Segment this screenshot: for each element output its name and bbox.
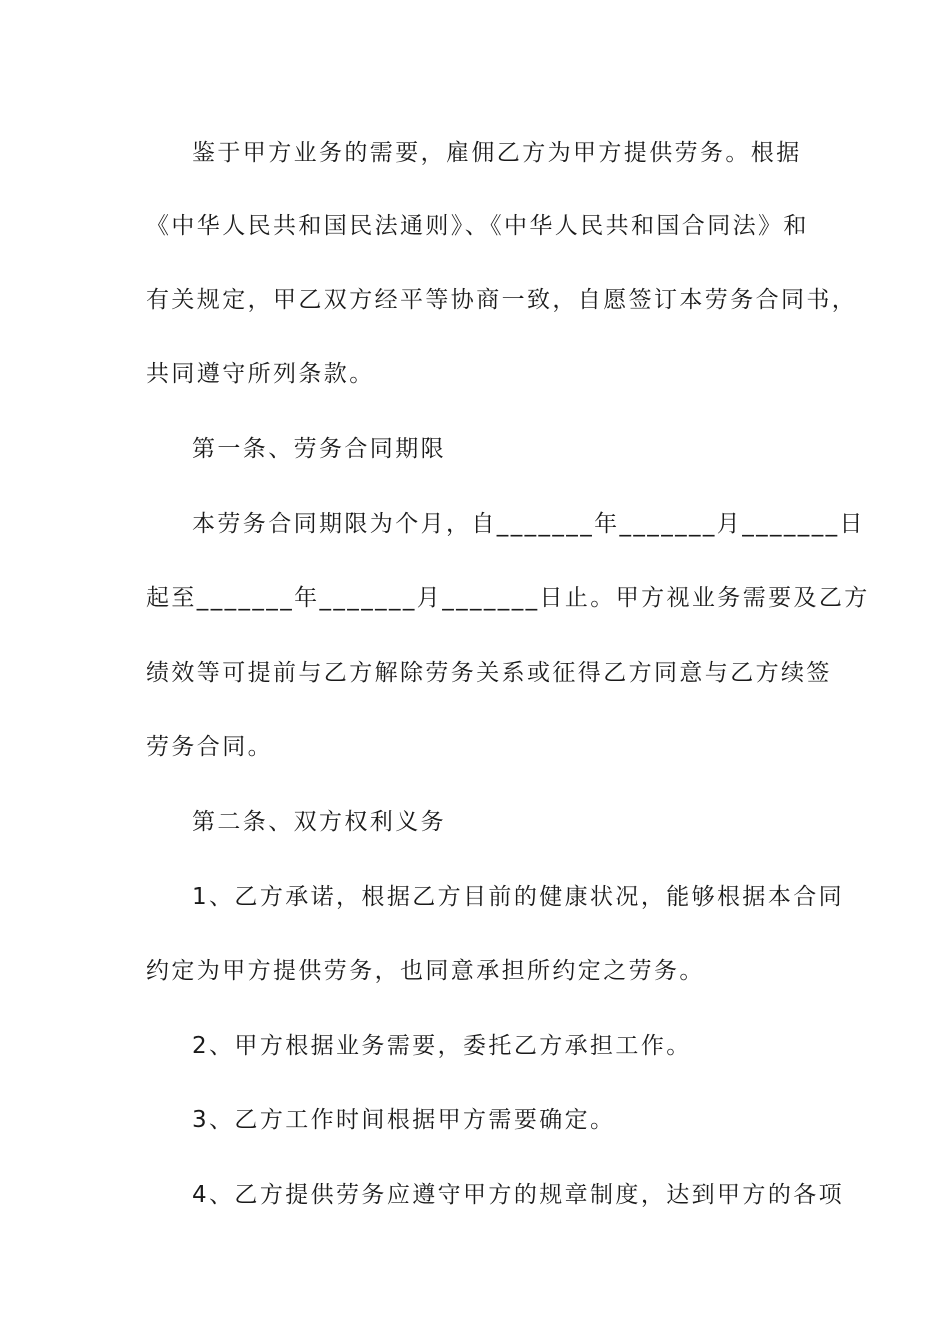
paragraph-intro-line-4: 共同遵守所列条款。: [146, 361, 375, 387]
article-2-heading: 第二条、双方权利义务: [192, 809, 446, 835]
article-1-line-3: 绩效等可提前与乙方解除劳务关系或征得乙方同意与乙方续签: [146, 660, 832, 686]
article-1-heading: 第一条、劳务合同期限: [192, 436, 446, 462]
article-2-item-1-line-1: 1、乙方承诺，根据乙方目前的健康状况，能够根据本合同: [192, 884, 845, 910]
article-1-line-4: 劳务合同。: [146, 734, 273, 760]
article-2-item-1-line-2: 约定为甲方提供劳务，也同意承担所约定之劳务。: [146, 958, 705, 984]
article-2-item-2: 2、甲方根据业务需要，委托乙方承担工作。: [192, 1033, 692, 1059]
paragraph-intro-line-3: 有关规定，甲乙双方经平等协商一致，自愿签订本劳务合同书，: [146, 287, 858, 313]
paragraph-intro-line-2: 《中华人民共和国民法通则》、《中华人民共和国合同法》和: [146, 213, 809, 239]
article-2-item-3: 3、乙方工作时间根据甲方需要确定。: [192, 1107, 616, 1133]
article-2-item-4-line-1: 4、乙方提供劳务应遵守甲方的规章制度，达到甲方的各项: [192, 1182, 845, 1208]
article-1-line-2: 起至_______年_______月_______日止。甲方视业务需要及乙方: [146, 585, 870, 611]
paragraph-intro-line-1: 鉴于甲方业务的需要，雇佣乙方为甲方提供劳务。根据: [192, 140, 802, 166]
article-1-line-1: 本劳务合同期限为个月，自_______年_______月_______日: [192, 511, 865, 537]
